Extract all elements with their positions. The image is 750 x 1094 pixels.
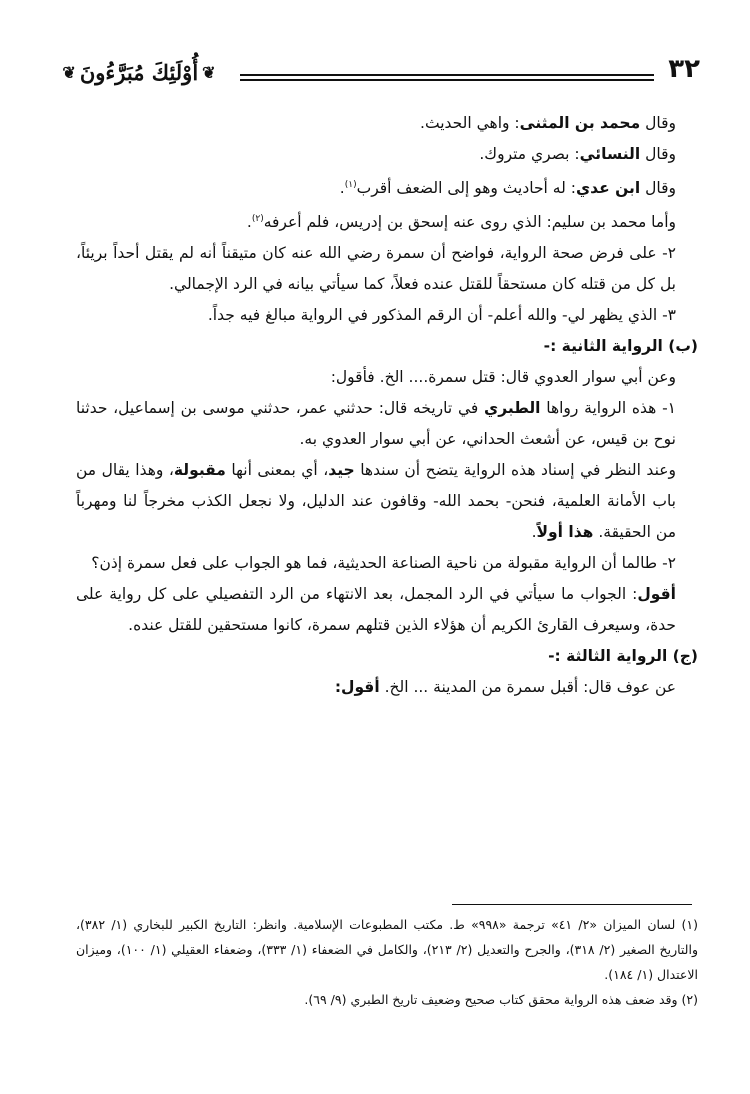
text: وقال [640, 114, 676, 132]
text: : الجواب ما سيأتي في الرد المجمل، بعد الانتهاء من الرد التفصيلي على كل رواية على حدة، وسيعرف القارئ الكريم أن هؤلاء الذين قتلهم سمرة، كانوا مستحقين للقتل عنده. [76, 585, 676, 635]
text: ١- هذه الرواية رواها [540, 399, 676, 418]
emphasis: هذا أولاً [536, 523, 594, 542]
page-number: ٣٢ [668, 54, 700, 84]
emphasis: أقول [637, 585, 676, 604]
emphasis: أقول: [334, 678, 380, 697]
text: ، أي بمعنى أنها [225, 461, 329, 480]
text: وعند النظر في إسناد هذه الرواية يتضح أن سندها [354, 461, 676, 480]
text: وقال [640, 145, 676, 163]
text: في تاريخه قال: حدثني عمر، حدثني موسى بن إسماعيل، حدثنا نوح بن قيس، عن أشعث الحداني، عن أبي سوار العدوي به. [76, 399, 676, 449]
page-header [50, 52, 700, 96]
text: ، وهذا يقال من باب الأمانة العلمية، فنحن- بحمد الله- وقافون عند الدليل، ولا نجعل الكذب مخرجاً لنا ومهرباً من الحقيقة. [76, 461, 676, 542]
source-name: الطبري [484, 399, 541, 418]
text: وأما محمد بن سليم: الذي روى عنه إسحق بن إدريس، فلم أعرفه [263, 213, 676, 232]
narrator-name: النسائي [579, 145, 641, 163]
footnote-marker: (٢) [251, 214, 264, 225]
paragraph-question: ٢- طالما أن الرواية مقبولة من ناحية الصناعة الحديثية، فما هو الجواب على فعل سمرة إذن؟ [91, 554, 676, 573]
footnotes [76, 912, 698, 1012]
paragraph-muhammad-bin-salim [76, 204, 698, 238]
book-title: أُوْلَئِكَ مُبَرَّءُونَ [79, 59, 199, 85]
ornament-left-icon: ❦ [62, 62, 76, 82]
paragraph-isnad [76, 455, 698, 548]
emphasis: جيد [328, 461, 355, 480]
text: . [339, 179, 345, 198]
emphasis: مقبولة [173, 461, 226, 480]
page-body [76, 108, 698, 703]
text: عن عوف قال: أقبل سمرة من المدينة ... الخ. [379, 678, 676, 697]
paragraph-point-2: ٢- على فرض صحة الرواية، فواضح أن سمرة رضي الله عنه كان متيقناً أنه لم يقتل أحداً بريئاً، بل كل من قتله كان مستحقاً للقتل عنده فعلاً، كما سيأتي بيانه في الرد الإجمالي. [76, 244, 676, 294]
footnote-separator [452, 904, 692, 905]
paragraph-answer [76, 579, 698, 641]
narrator-name: ابن عدي [575, 179, 641, 198]
section-heading-b: (ب) الرواية الثانية :- [543, 337, 698, 356]
header-rule-bottom [240, 79, 654, 81]
text: : بصري متروك. [479, 145, 580, 163]
paragraph-ibn-muthanna [76, 108, 698, 139]
text: : واهي الحديث. [420, 114, 520, 132]
paragraph-ibn-adi [76, 170, 698, 204]
paragraph-tabari [76, 393, 698, 455]
text: . [246, 213, 252, 232]
footnote-1: (١) لسان الميزان «٢/ ٤١» ترجمة «٩٩٨» ط. مكتب المطبوعات الإسلامية. وانظر: التاريخ الكبير للبخاري (١/ ٣٨٢)، والتاريخ الصغير (٢/ ٣١٨)، والجرح والتعديل (٢/ ٢١٣)، والكامل في الضعفاء (١/ ٣٣٣)، وضعفاء العقيلي (١/ ١٠٠)، وميزان الاعتدال (١/ ١٨٤). [76, 917, 699, 982]
footnote-2: (٢) وقد ضعف هذه الرواية محقق كتاب صحيح وضعيف تاريخ الطبري (٩/ ٦٩). [304, 992, 698, 1007]
section-heading-c: (ج) الرواية الثالثة :- [548, 647, 698, 666]
text: : له أحاديث وهو إلى الضعف أقرب [356, 179, 576, 198]
paragraph-awf [76, 672, 698, 703]
paragraph-abu-sawar: وعن أبي سوار العدوي قال: قتل سمرة.... الخ. فأقول: [330, 368, 676, 387]
narrator-name: محمد بن المثنى [519, 114, 641, 132]
header-rule-top [240, 74, 654, 76]
ornament-right-icon: ❦ [202, 62, 216, 82]
paragraph-point-3: ٣- الذي يظهر لي- والله أعلم- أن الرقم المذكور في الرواية مبالغ فيه جداً. [207, 306, 676, 325]
text: وقال [640, 179, 676, 198]
paragraph-nasai [76, 139, 698, 170]
text: . [531, 523, 537, 542]
running-title [50, 52, 228, 92]
footnote-marker: (١) [344, 180, 357, 190]
